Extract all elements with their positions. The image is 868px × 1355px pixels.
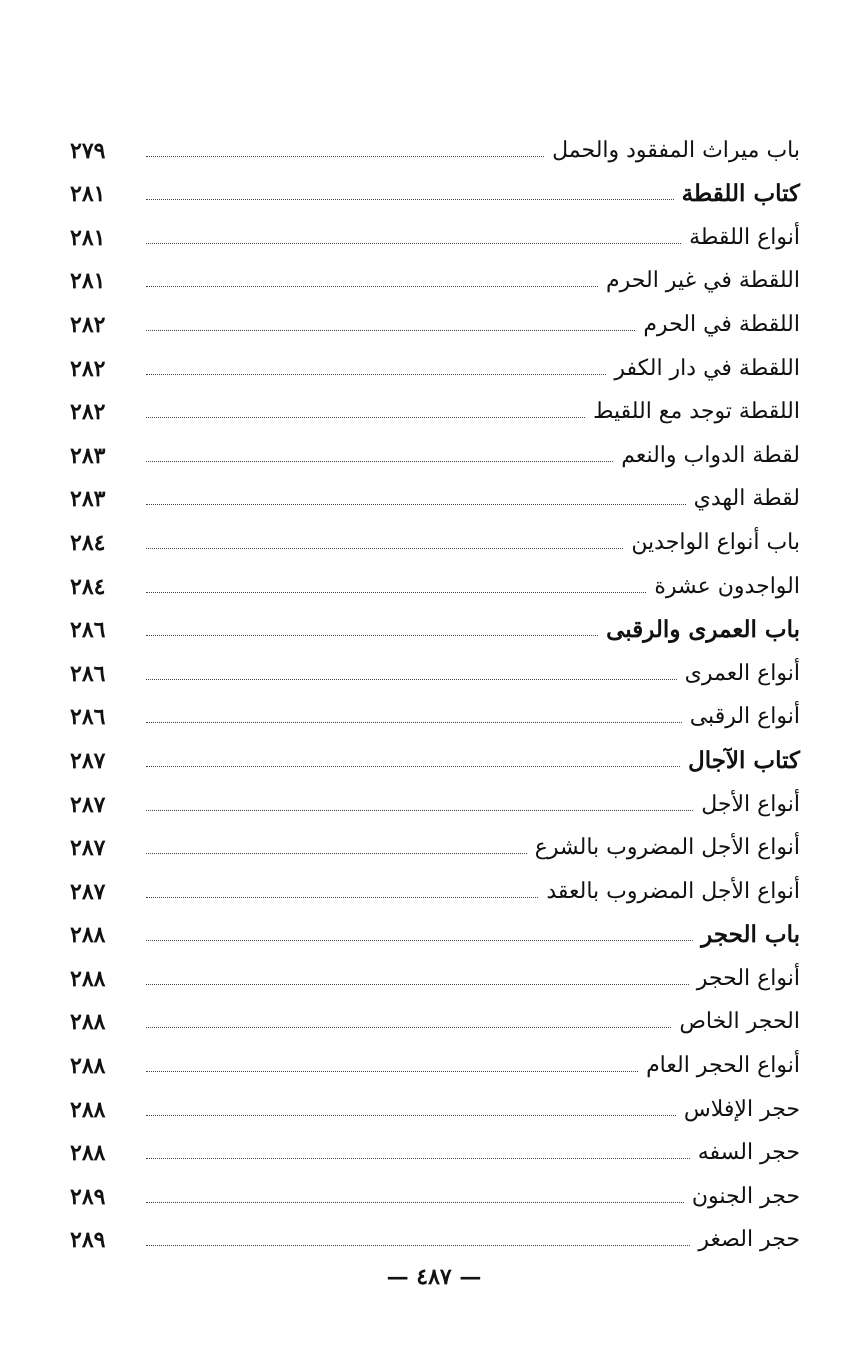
- toc-entry: [70, 600, 800, 644]
- toc-entry-title: أنواع الأجل المضروب بالعقد: [546, 878, 800, 904]
- toc-entry-title: أنواع الرقبى: [689, 704, 800, 730]
- toc-entry: [70, 294, 800, 338]
- toc-entry-page-number: ٢٨٦: [70, 617, 106, 644]
- toc-entry-title: باب الحجر: [701, 921, 800, 949]
- toc-entry-page-number: ٢٨٦: [70, 704, 106, 731]
- dot-leader: [146, 766, 680, 767]
- toc-entry: [70, 905, 800, 949]
- toc-entry-title: حجر السفه: [697, 1140, 800, 1166]
- toc-entry-title: لقطة الدواب والنعم: [621, 442, 800, 468]
- toc-entry: [70, 774, 800, 818]
- dot-leader: [146, 940, 693, 941]
- dot-leader: [146, 1245, 690, 1246]
- toc-entry: [70, 1079, 800, 1123]
- toc-entry-title: أنواع العمرى: [684, 660, 800, 686]
- toc-entry-page-number: ٢٨٧: [70, 791, 106, 818]
- dot-leader: [146, 199, 674, 200]
- dot-leader: [146, 853, 527, 854]
- dot-leader: [146, 1027, 671, 1028]
- dot-leader: [146, 592, 646, 593]
- dot-leader: [146, 1158, 690, 1159]
- dot-leader: [146, 374, 606, 375]
- toc-entry-page-number: ٢٨١: [70, 224, 106, 251]
- dot-leader: [146, 679, 677, 680]
- toc-entry-page-number: ٢٧٩: [70, 137, 106, 164]
- toc-entry-page-number: ٢٨٢: [70, 399, 106, 426]
- toc-entry-page-number: ٢٨٢: [70, 311, 106, 338]
- toc-entry: [70, 1123, 800, 1167]
- toc-entry-page-number: ٢٨٢: [70, 355, 106, 382]
- toc-entry-page-number: ٢٨٨: [70, 1096, 106, 1123]
- toc-entry: [70, 1035, 800, 1079]
- toc-entry-title: حجر الإفلاس: [683, 1096, 800, 1122]
- toc-entry-page-number: ٢٨٣: [70, 442, 106, 469]
- toc-entry: [70, 556, 800, 600]
- dot-leader: [146, 1115, 676, 1116]
- toc-entry-title: حجر الجنون: [691, 1183, 800, 1209]
- toc-entry-title: باب العمرى والرقبى: [606, 616, 800, 644]
- page-number: — ٤٨٧ —: [386, 1264, 482, 1290]
- toc-entry-page-number: ٢٨٨: [70, 1009, 106, 1036]
- toc-entry: [70, 120, 800, 164]
- toc-entry: [70, 1210, 800, 1254]
- toc-entry-page-number: ٢٨٩: [70, 1183, 106, 1210]
- toc-entry-title: اللقطة في الحرم: [643, 311, 800, 337]
- toc-entry-page-number: ٢٨٨: [70, 922, 106, 949]
- toc-entry-title: حجر الصغر: [698, 1227, 800, 1253]
- toc-entry-page-number: ٢٨٧: [70, 878, 106, 905]
- toc-entry: [70, 512, 800, 556]
- dot-leader: [146, 417, 585, 418]
- dot-leader: [146, 330, 635, 331]
- toc-entry-title: أنواع اللقطة: [689, 224, 800, 250]
- toc-entry-page-number: ٢٨٨: [70, 1140, 106, 1167]
- toc-entry-title: أنواع الحجر العام: [646, 1053, 800, 1079]
- toc-entry: [70, 1166, 800, 1210]
- dot-leader: [146, 722, 682, 723]
- toc-entry-page-number: ٢٨٩: [70, 1227, 106, 1254]
- toc-entry-page-number: ٢٨٧: [70, 835, 106, 862]
- toc-entry-title: لقطة الهدي: [693, 486, 800, 512]
- dot-leader: [146, 286, 598, 287]
- toc-entry-title: الواجدون عشرة: [654, 573, 800, 599]
- toc-entry-title: اللقطة في دار الكفر: [614, 355, 800, 381]
- toc-entry-title: باب أنواع الواجدين: [631, 529, 800, 555]
- table-of-contents: [70, 120, 800, 1253]
- toc-entry-title: كتاب الآجال: [687, 746, 800, 774]
- toc-entry-title: أنواع الأجل المضروب بالشرع: [534, 835, 800, 861]
- toc-entry: [70, 251, 800, 295]
- dot-leader: [146, 897, 538, 898]
- toc-entry-page-number: ٢٨١: [70, 181, 106, 208]
- toc-entry-page-number: ٢٨٨: [70, 965, 106, 992]
- toc-entry: [70, 861, 800, 905]
- dot-leader: [146, 156, 544, 157]
- toc-entry: [70, 469, 800, 513]
- dot-leader: [146, 548, 623, 549]
- toc-entry: [70, 948, 800, 992]
- dot-leader: [146, 984, 689, 985]
- dot-leader: [146, 1071, 638, 1072]
- dot-leader: [146, 461, 613, 462]
- toc-entry: [70, 687, 800, 731]
- toc-entry: [70, 643, 800, 687]
- toc-entry-title: أنواع الحجر: [696, 965, 800, 991]
- dot-leader: [146, 1202, 684, 1203]
- toc-entry: [70, 338, 800, 382]
- toc-entry-page-number: ٢٨٧: [70, 747, 106, 774]
- toc-entry: [70, 164, 800, 208]
- toc-entry-title: كتاب اللقطة: [681, 180, 800, 208]
- toc-entry-page-number: ٢٨٣: [70, 486, 106, 513]
- toc-entry-page-number: ٢٨٦: [70, 660, 106, 687]
- dot-leader: [146, 635, 598, 636]
- toc-entry: [70, 425, 800, 469]
- toc-entry-title: اللقطة في غير الحرم: [606, 268, 800, 294]
- toc-entry-title: اللقطة توجد مع اللقيط: [593, 399, 800, 425]
- dot-leader: [146, 243, 681, 244]
- toc-entry: [70, 992, 800, 1036]
- toc-entry-title: باب ميراث المفقود والحمل: [552, 137, 800, 163]
- toc-entry-title: الحجر الخاص: [679, 1009, 800, 1035]
- toc-entry-page-number: ٢٨٤: [70, 529, 106, 556]
- toc-entry: [70, 730, 800, 774]
- toc-entry-title: أنواع الأجل: [701, 791, 800, 817]
- toc-entry-page-number: ٢٨١: [70, 268, 106, 295]
- dot-leader: [146, 810, 693, 811]
- toc-entry: [70, 818, 800, 862]
- toc-entry: [70, 207, 800, 251]
- toc-entry: [70, 382, 800, 426]
- toc-entry-page-number: ٢٨٤: [70, 573, 106, 600]
- dot-leader: [146, 504, 686, 505]
- toc-entry-page-number: ٢٨٨: [70, 1053, 106, 1080]
